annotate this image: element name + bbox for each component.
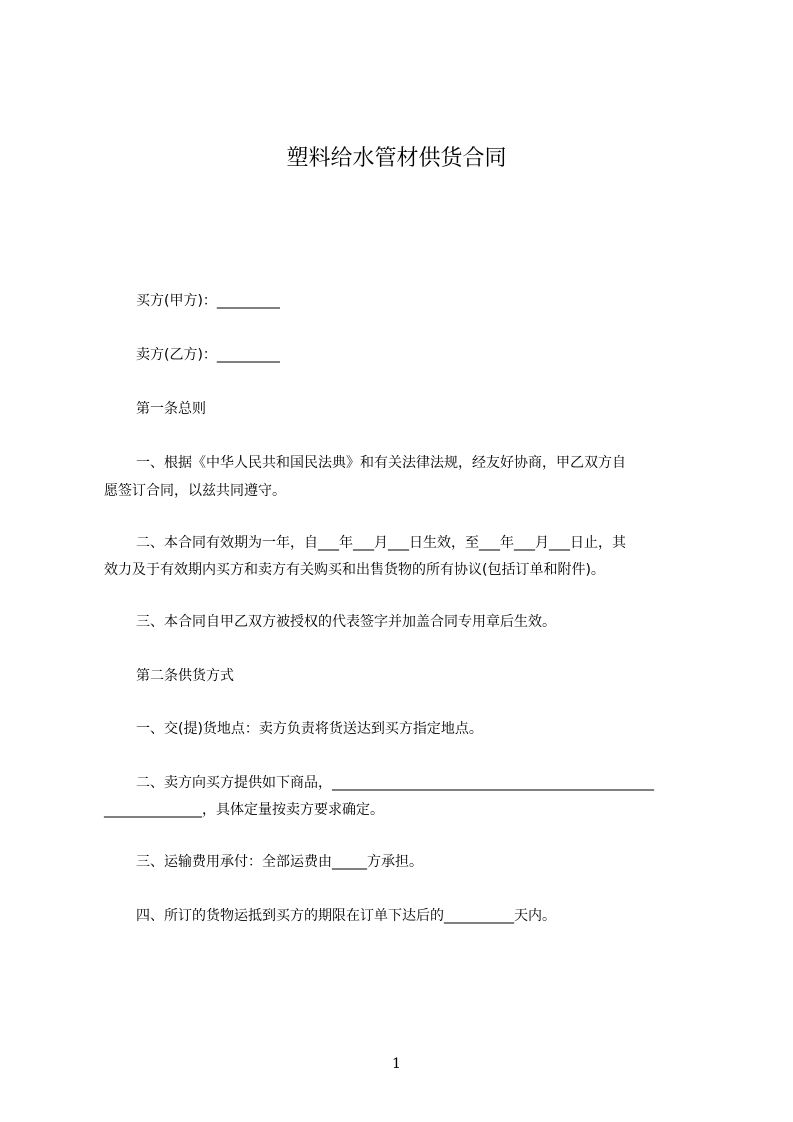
clause-1-1-line-1: 一、根据《中华人民共和国民法典》和有关法律法规，经友好协商，甲乙双方自 — [136, 455, 626, 471]
page-number: 1 — [392, 1056, 401, 1072]
clause-2-1: 一、交(提)货地点：卖方负责将货送达到买方指定地点。 — [136, 721, 483, 737]
section-heading-supply: 第二条供货方式 — [136, 668, 234, 684]
clause-1-1-line-2: 愿签订合同，以兹共同遵守。 — [104, 483, 286, 499]
clause-2-3: 三、运输费用承付：全部运费由_____方承担。 — [136, 854, 423, 870]
clause-2-4: 四、所订的货物运抵到买方的期限在订单下达后的__________天内。 — [136, 908, 556, 924]
clause-2-2-line-1: 二、卖方向买方提供如下商品，______________________________________________ — [136, 775, 654, 791]
clause-1-2-line-1: 二、本合同有效期为一年，自___年___月___日生效，至___年___月___日止，其 — [136, 535, 626, 551]
buyer-line: 买方(甲方)：_________ — [136, 293, 280, 309]
seller-line: 卖方(乙方)：_________ — [136, 347, 280, 363]
clause-1-3: 三、本合同自甲乙双方被授权的代表签字并加盖合同专用章后生效。 — [136, 614, 556, 630]
clause-2-2-line-2: ______________，具体定量按卖方要求确定。 — [104, 802, 384, 818]
clause-1-2-line-2: 效力及于有效期内买方和卖方有关购买和出售货物的所有协议(包括订单和附件)。 — [104, 562, 605, 578]
section-heading-general: 第一条总则 — [136, 401, 206, 417]
page-title: 塑料给水管材供货合同 — [286, 146, 507, 171]
